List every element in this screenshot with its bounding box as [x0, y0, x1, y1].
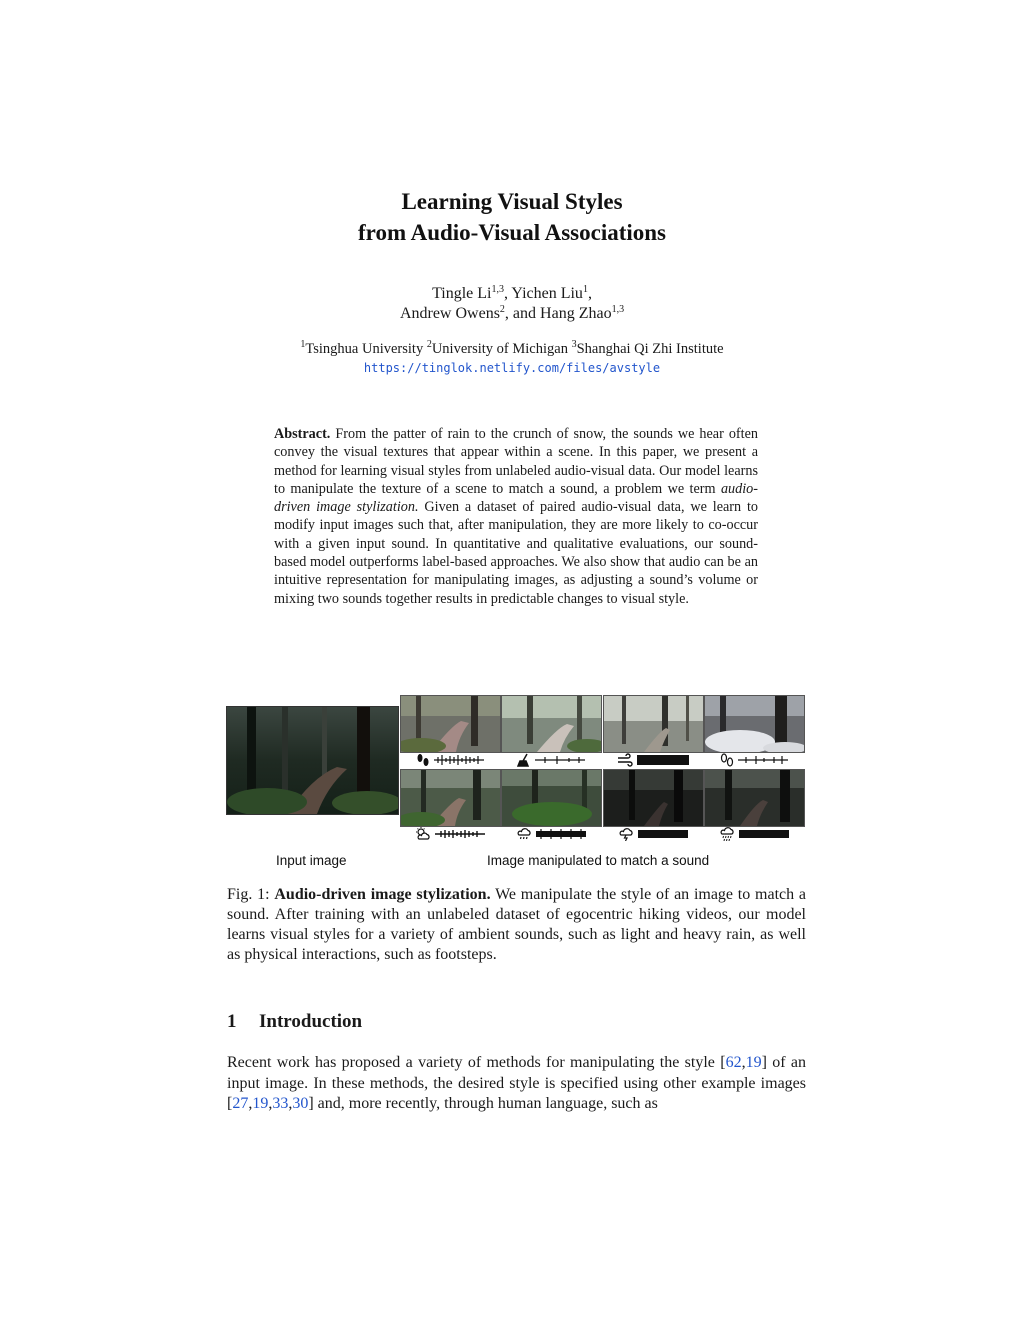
project-url[interactable]: https://tinglok.netlify.com/files/avstyle	[363, 361, 661, 375]
waveform	[738, 754, 788, 766]
waveform	[637, 754, 689, 766]
input-image	[226, 706, 399, 815]
waveform	[536, 828, 586, 840]
citation-link[interactable]: 30	[292, 1095, 309, 1112]
title-line-1: Learning Visual Styles	[401, 189, 623, 214]
waveform	[739, 828, 789, 840]
caption-prefix: Fig. 1:	[227, 886, 270, 903]
footsteps-icon	[416, 753, 430, 767]
author-name: Yichen Liu	[511, 285, 583, 302]
stylized-image-heavy-rain	[704, 769, 805, 827]
paper-title	[0, 186, 1024, 248]
stylized-image-broom	[501, 695, 602, 753]
sound-footsteps	[400, 752, 499, 768]
light-rain-icon	[516, 827, 532, 841]
citation-link[interactable]: 62	[725, 1054, 742, 1071]
title-line-2: from Audio-Visual Associations	[358, 220, 666, 245]
author-name: Andrew Owens	[399, 305, 500, 322]
forest-image	[227, 707, 398, 814]
citation-link[interactable]: 19	[252, 1095, 269, 1112]
section-title: Introduction	[259, 1011, 363, 1032]
citation-link[interactable]: 27	[232, 1095, 249, 1112]
affiliation: University of Michigan	[431, 341, 568, 357]
citation-link[interactable]: 33	[272, 1095, 289, 1112]
waveform	[535, 754, 585, 766]
sound-light-rain	[501, 826, 600, 842]
section-number: 1	[227, 1011, 237, 1032]
stylized-image-footsteps	[400, 695, 501, 753]
snow-footsteps-icon	[720, 753, 734, 767]
waveform	[434, 754, 484, 766]
affiliation: Shanghai Qi Zhi Institute	[576, 341, 724, 357]
input-image-label: Input image	[276, 853, 347, 868]
sound-thunderstorm	[603, 826, 702, 842]
sound-heavy-rain	[704, 826, 803, 842]
stylized-image-light-rain	[501, 769, 602, 827]
citation-link[interactable]: 19	[745, 1054, 762, 1071]
abstract: Abstract. From the patter of rain to the crunch of snow, the sounds we hear often convey the visual textures that appear within a scene. In this paper, we present a method for learning visual styles from unlabeled audio-visual data. Our model learns to manipulate the texture of a scene to match a sound, a problem we term audio-driven image stylization. Given a dataset of paired audio-visual data, we learn to modify input images such that, after manipulation, they are more likely to co-occur with a given input sound. In quantitative and qualitative evaluations, our sound-based model outperforms label-based approaches. We also show that audio can be an intuitive representation for manipulating images, as adjusting a sound’s volume or mixing two sounds together results in predictable changes to visual style.	[274, 426, 759, 607]
waveform	[435, 828, 485, 840]
stylized-image-wind	[603, 695, 704, 753]
intro-paragraph: Recent work has proposed a variety of methods for manipulating the style [62,19] of an input image. In these methods, the desired style is specified using other example images [27,19,33,30] and, more recently, through human language, such as	[227, 1054, 806, 1112]
author-name: Hang Zhao	[540, 305, 612, 322]
author-name: Tingle Li	[432, 285, 492, 302]
abstract-label: Abstract.	[274, 426, 331, 442]
sound-snow-footsteps	[704, 752, 803, 768]
caption-title: Audio-driven image stylization.	[274, 886, 491, 903]
affiliation: Tsinghua University	[305, 341, 424, 357]
author-list: Tingle Li$^{1,3}$, Yichen Liu$^1$, Andrew Owens$^2$, and Hang Zhao$^{1,3}$	[399, 284, 625, 322]
output-image-label: Image manipulated to match a sound	[487, 853, 710, 868]
stylized-image-snow	[704, 695, 805, 753]
sun-cloud-icon	[415, 827, 431, 841]
stylized-image-sunny	[400, 769, 501, 827]
abstract-term: audio-driven image stylization.	[274, 480, 758, 516]
stylized-image-thunderstorm	[603, 769, 704, 827]
sound-wind	[603, 752, 702, 768]
waveform	[638, 828, 688, 840]
affiliations: $^1$Tsinghua University $^2$University of Michigan $^3$Shanghai Qi Zhi Institute	[300, 339, 724, 357]
figure-caption	[227, 885, 806, 965]
wind-icon	[617, 753, 633, 767]
heavy-rain-icon	[719, 827, 735, 841]
sound-sunny	[400, 826, 499, 842]
thunderstorm-icon	[618, 827, 634, 841]
broom-icon	[517, 753, 531, 767]
section-heading	[227, 1011, 362, 1033]
sound-broom	[501, 752, 600, 768]
caption-text: We manipulate the style of an image to match a sound. After training with an unlabeled dataset of egocentric hiking videos, our model learns visual styles for a variety of ambient sounds, such as light and heavy rain, as well as physical interactions, such as footsteps.	[227, 886, 807, 963]
